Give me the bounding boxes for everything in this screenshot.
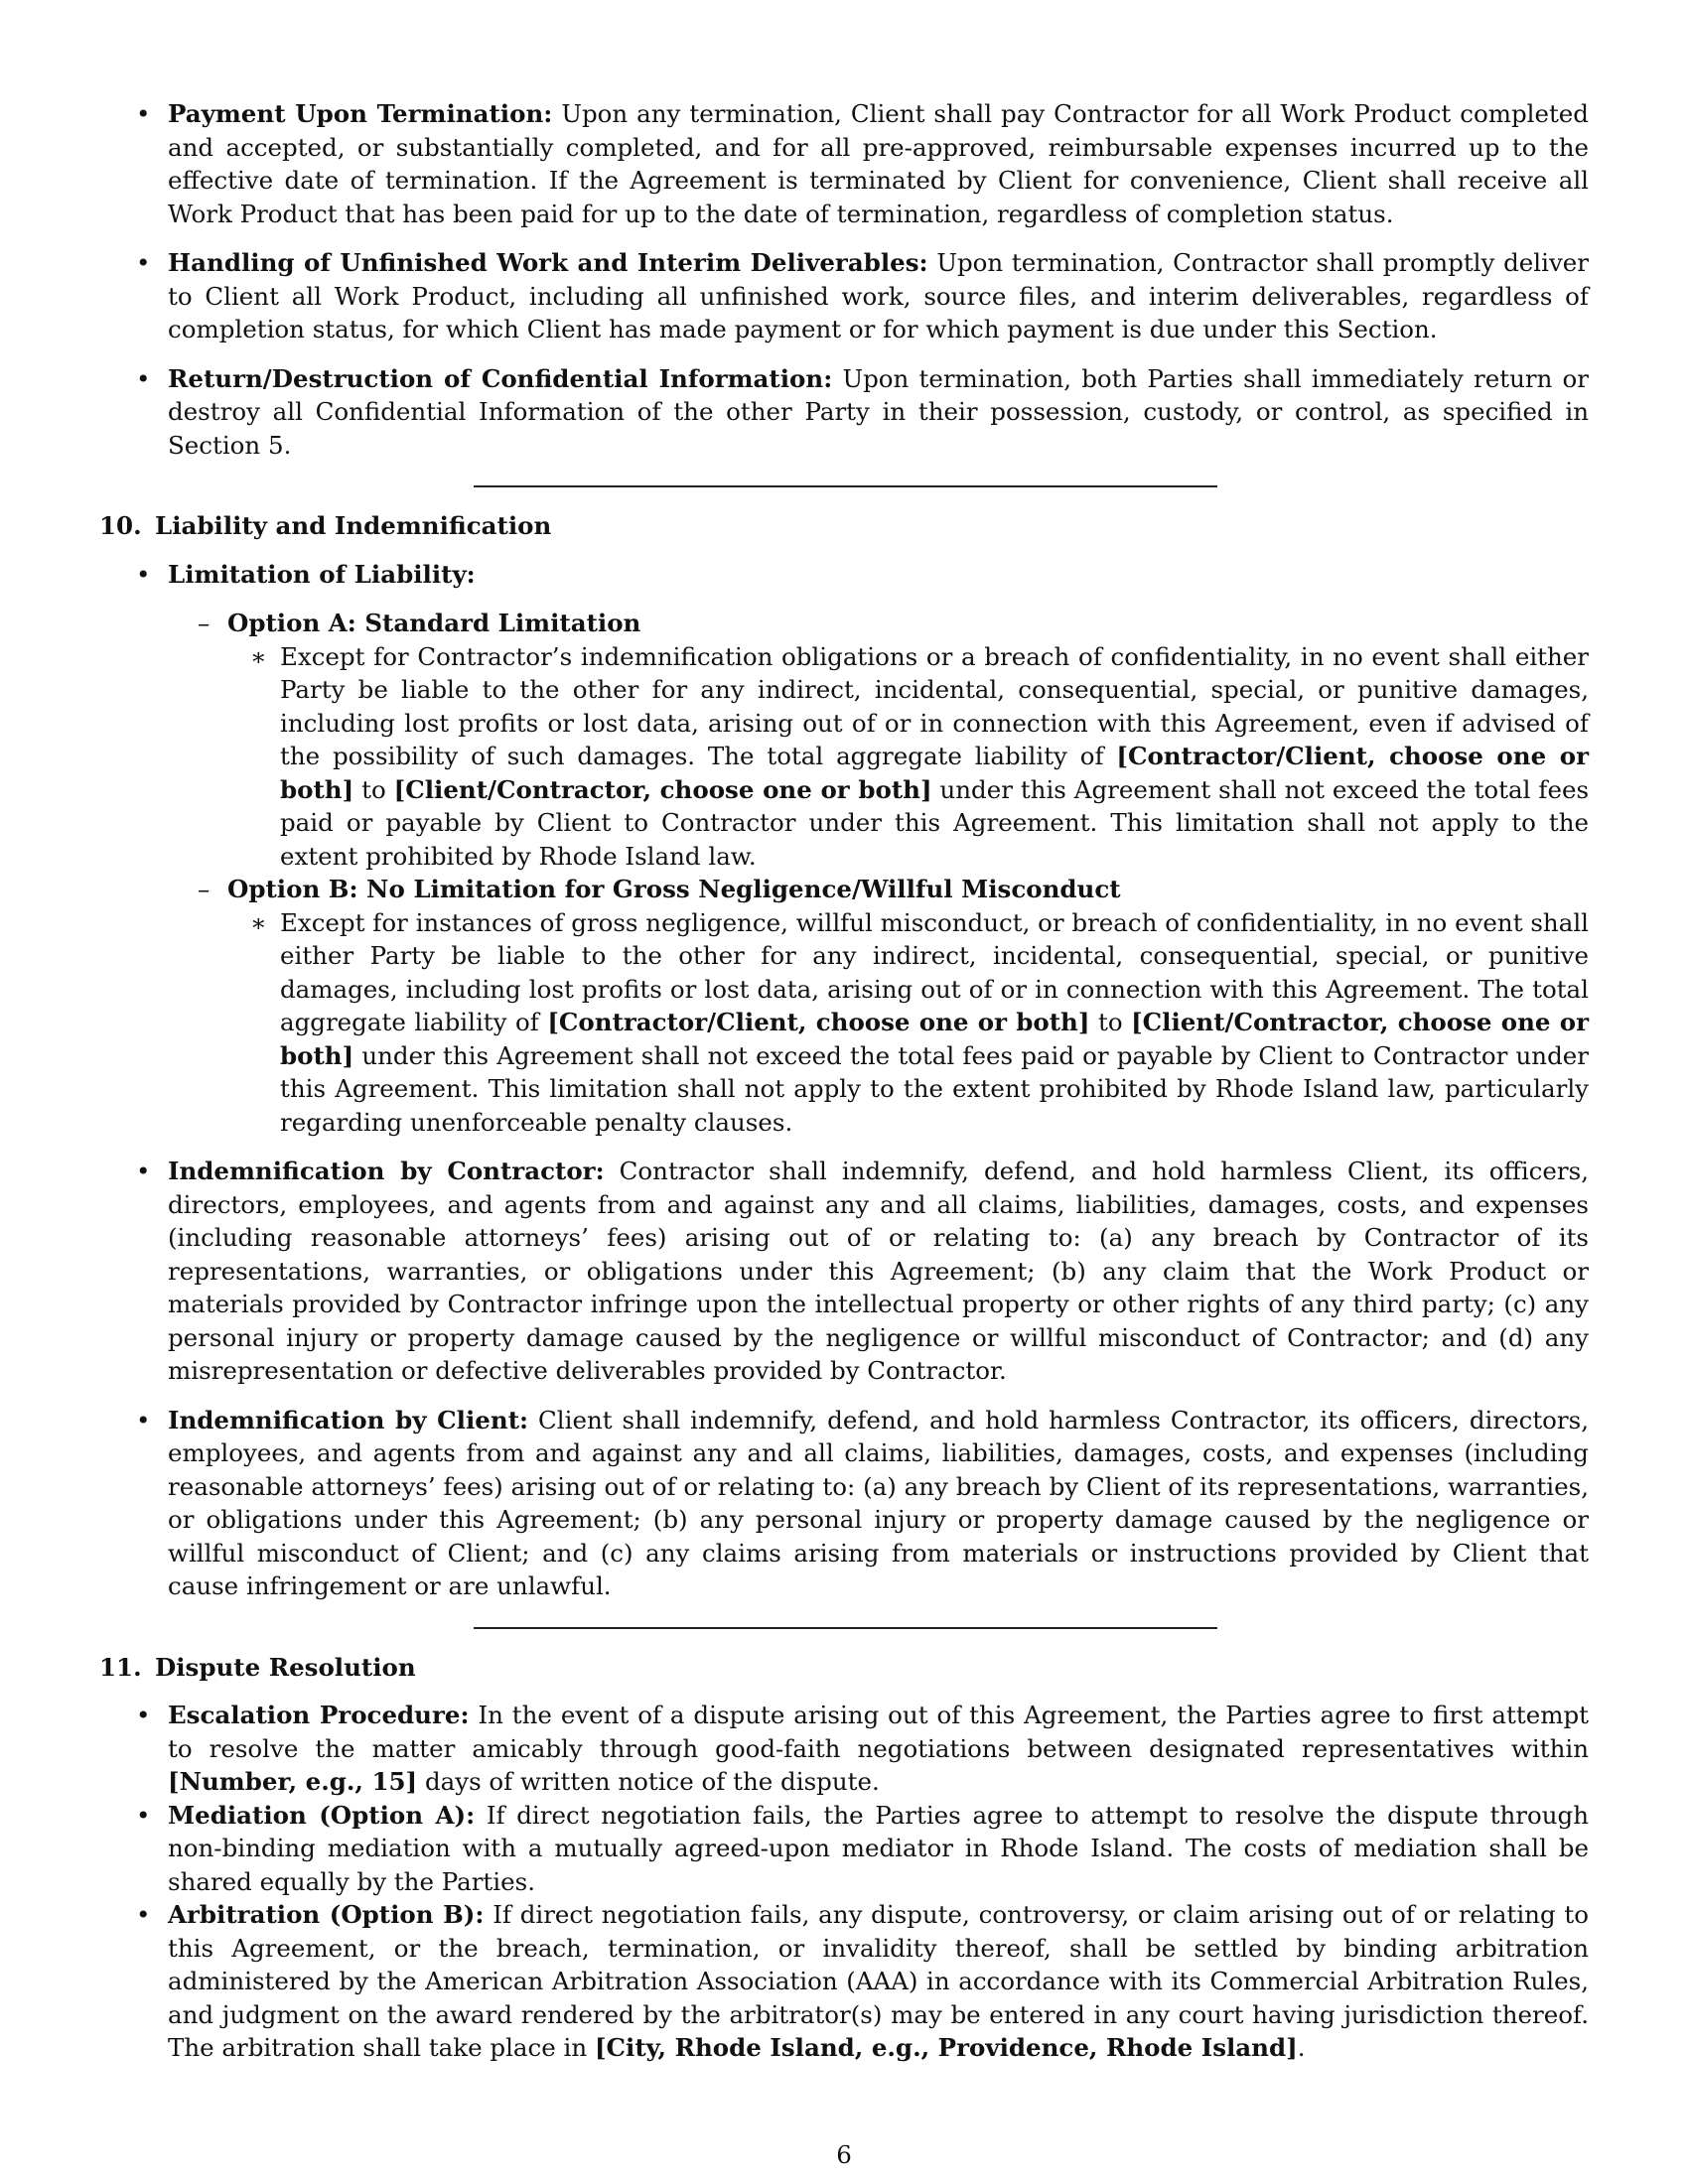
option-heading [99,607,1589,640]
item-label: Payment Upon Termination: [168,99,553,128]
page-number: 6 [836,2140,852,2169]
clause-text: to [353,774,394,804]
clause-text: Except for Contractor’s indemnification obligations or a breach of confidentiality, in no event shall either Party be liable to the other for any indirect, incidental, consequential, special, or punitive damages, including lost profits or lost data, arising out of or in connection with this Agreement, even if advised of the possibility of such damages. The total aggregate liability of [280,641,1589,770]
item-text: Upon termination, Contractor shall promptly deliver to Client all Work Product, including all unfinished work, source files, and interim deliverables, regardless of completion status, for which Client has made payment or for which payment is due under this Section. [168,248,1589,343]
horizontal-divider [474,485,1217,487]
placeholder-text: [Client/Contractor, choose one or both] [393,774,932,804]
item-label: Escalation Procedure: [168,1701,470,1729]
section-heading [99,1651,1589,1685]
item-label: Handling of Unfinished Work and Interim Deliverables: [168,248,928,277]
placeholder-text: [City, Rhode Island, e.g., Providence, Rhode Island] [594,2033,1298,2062]
list-item [99,1898,1589,2065]
list-item [99,1699,1589,1799]
option-heading [99,873,1589,906]
item-text: Upon any termination, Client shall pay Contractor for all Work Product completed and accepted, or substantially completed, and for all pre-approved, reimbursable expenses incurred up to the effective date of termination. If the Agreement is terminated by Client for convenience, Client shall receive all Work Product that has been paid for up to the date of termination, regardless of completion status. [168,99,1589,228]
clause-text: to [1089,1008,1132,1036]
item-text: In the event of a dispute arising out of this Agreement, the Parties agree to first attempt to resolve the matter amicably through good-faith negotiations between designated representatives within [168,1701,1589,1763]
section-number: 11. [99,1652,142,1682]
item-text: . [1297,2033,1306,2062]
item-label: Return/Destruction of Confidential Information: [168,363,833,393]
option-clause [99,906,1589,1140]
placeholder-text: [Contractor/Client, choose one or both] [547,1008,1090,1036]
item-text: Client shall indemnify, defend, and hold harmless Contractor, its officers, directors, employees, and agents from and against any and all claims, liabilities, damages, costs, and expenses (including reasonable attorneys’ fees) arising out of or relating to: (a) any breach by Client of its representations, warranties, or obligations under this Agreement; (b) any personal injury or property damage caused by the negligence or willful misconduct of Client; and (c) any claims arising from materials or instructions provided by Client that cause infringement or are unlawful. [168,1405,1589,1600]
list-item [99,97,1589,230]
list-item [99,1799,1589,1899]
item-label: Indemnification by Contractor: [168,1157,605,1185]
horizontal-divider [474,1627,1217,1629]
item-text: days of written notice of the dispute. [417,1767,880,1796]
clause-text: Except for instances of gross negligence, willful misconduct, or breach of confidentiality, in no event shall either Party be liable to the other for any indirect, incidental, consequential, special, or punitive damages, including lost profits or lost data, arising out of or in connection with this Agreement. The total aggregate liability of [280,907,1589,1036]
option-title: Option B: No Limitation for Gross Negligence/Willful Misconduct [227,875,1121,903]
list-item [99,1155,1589,1388]
section-title: Dispute Resolution [155,1652,416,1682]
termination-list [99,97,1589,462]
item-label: Mediation (Option A): [168,1800,476,1830]
section-heading [99,509,1589,543]
placeholder-text: [Number, e.g., 15] [168,1767,418,1796]
option-clause [99,640,1589,874]
section-number: 10. [99,511,142,540]
clause-text: under this Agreement shall not exceed the total fees paid or payable by Client to Contractor under this Agreement. This limitation shall not apply to the extent prohibited by Rhode Island law. [280,774,1590,871]
list-item [99,362,1589,463]
list-item [99,558,1589,592]
placeholder-text: [Client/Contractor, choose one or both] [280,1008,1589,1070]
item-text: If direct negotiation fails, the Parties agree to attempt to resolve the dispute through non-binding mediation with a mutually agreed-upon mediator in Rhode Island. The costs of mediation shall be shared equally by the Parties. [168,1800,1589,1896]
list-item [99,246,1589,346]
item-label: Limitation of Liability: [168,559,476,589]
clause-text: under this Agreement shall not exceed the total fees paid or payable by Client to Contractor under this Agreement. This limitation shall not apply to the extent prohibited by Rhode Island law, particularly regarding unenforceable penalty clauses. [280,1040,1589,1137]
section-title: Liability and Indemnification [155,511,552,540]
list-item [99,1404,1589,1603]
item-label: Indemnification by Client: [168,1405,529,1434]
item-text: Upon termination, both Parties shall immediately return or destroy all Confidential Information of the other Party in their possession, custody, or control, as specified in Section 5. [168,363,1589,460]
placeholder-text: [Contractor/Client, choose one or both] [280,742,1589,804]
option-title: Option A: Standard Limitation [227,609,641,637]
item-label: Arbitration (Option B): [168,1900,485,1929]
item-text: If direct negotiation fails, any dispute, controversy, or claim arising out of or relating to this Agreement, or the breach, termination, or invalidity thereof, shall be settled by binding arbitration administered by the American Arbitration Association (AAA) in accordance with its Commercial Arbitration Rules, and judgment on the award rendered by the arbitrator(s) may be entered in any court having jurisdiction thereof. The arbitration shall take place in [168,1900,1589,2062]
item-text: Contractor shall indemnify, defend, and hold harmless Client, its officers, directors, employees, and agents from and against any and all claims, liabilities, damages, costs, and expenses (including reasonable attorneys’ fees) arising out of or relating to: (a) any breach by Contractor of its representations, warranties, or obligations under this Agreement; (b) any claim that the Work Product or materials provided by Contractor infringe upon the intellectual property or other rights of any third party; (c) any personal injury or property damage caused by the negligence or willful misconduct of Contractor; and (d) any misrepresentation or defective deliverables provided by Contractor. [168,1157,1589,1385]
